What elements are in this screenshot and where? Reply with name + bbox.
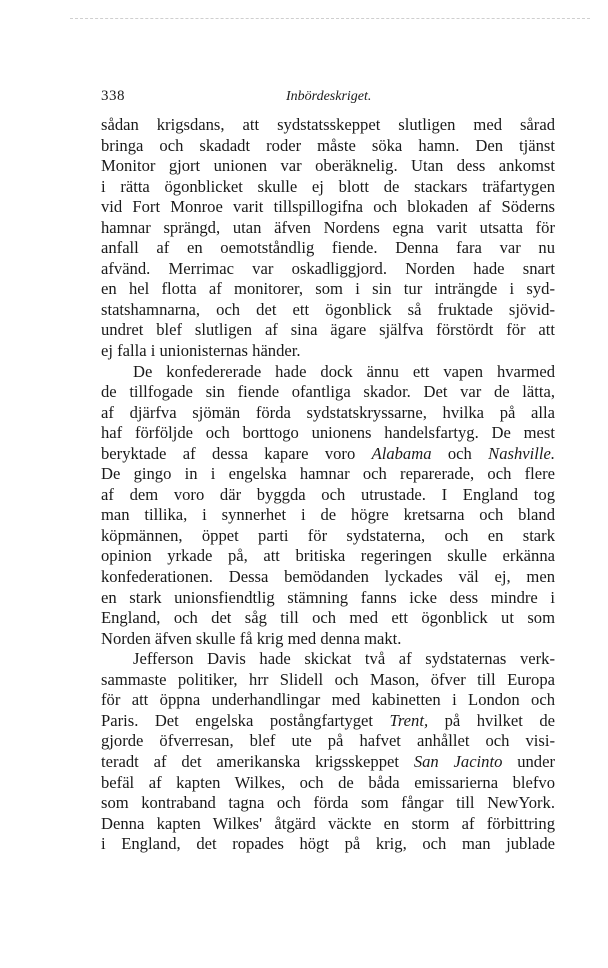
text-line: haf förföljde och borttogo unionens handelsfartyg. De mest: [101, 423, 555, 443]
text-line: man tillika, i synnerhet i de högre kretsarna och bland: [101, 505, 555, 525]
text-line: statshamnarna, och det ett ögonblick så fruktade sjövid-: [101, 299, 555, 319]
text-line: Norden äfven skulle få krig med denna makt.: [101, 628, 402, 648]
text-line: De gingo in i engelska hamnar och reparerade, och flere: [101, 464, 555, 484]
top-edge-rule: [70, 18, 590, 19]
body-text: [101, 115, 555, 855]
text-line: af dem voro där byggda och utrustade. I England tog: [101, 484, 555, 504]
text-line: hamnar sprängd, utan äfven Nordens egna varit utsatta för: [101, 217, 555, 237]
text-line: i England, det ropades högt på krig, och man jublade: [101, 834, 555, 854]
text-line: befäl af kapten Wilkes, och de båda emissarierna blefvo: [101, 772, 555, 792]
text-line: en stark unionsfiendtlig stämning fanns icke dess mindre i: [101, 587, 555, 607]
text-line: England, och det såg till och med ett ögonblick ut som: [101, 608, 555, 628]
text-line: köpmännen, öppet parti för sydstaterna, och en stark: [101, 525, 555, 545]
text-line: ej falla i unionisternas händer.: [101, 341, 301, 361]
text-line: opinion yrkade på, att britiska regeringen skulle erkänna: [101, 546, 555, 566]
text-line: sådan krigsdans, att sydstatsskeppet slutligen med sårad: [101, 115, 555, 134]
text-line: De konfedererade hade dock ännu ett vapen hvarmed: [133, 361, 555, 381]
text-line: sammaste politiker, hrr Slidell och Mason, öfver till Europa: [101, 669, 555, 689]
text-line: Paris. Det engelska postångfartyget Trent, på hvilket de: [101, 710, 555, 730]
text-line: teradt af det amerikanska krigsskeppet San Jacinto under: [101, 751, 555, 771]
text-line: bringa och skadadt roder måste söka hamn. Den tjänst: [101, 135, 555, 155]
text-line: gjorde öfverresan, blef ute på hafvet anhållet och visi-: [101, 731, 555, 751]
text-line: konfederationen. Dessa bemödanden lyckades väl ej, men: [101, 567, 555, 587]
text-line: för att öppna underhandlingar med kabinetten i London och: [101, 690, 555, 710]
text-line: Monitor gjort unionen var oberäknelig. Utan dess ankomst: [101, 156, 555, 176]
text-line: som kontraband tagna och förda som fångar till NewYork.: [101, 793, 555, 813]
text-line: Jefferson Davis hade skickat två af sydstaternas verk-: [133, 649, 555, 669]
text-line: anfall af en oemotståndlig fiende. Denna fara var nu: [101, 238, 555, 258]
text-line: Denna kapten Wilkes' åtgärd väckte en storm af förbittring: [101, 813, 555, 833]
text-line: afvänd. Merrimac var oskadliggjord. Norden hade snart: [101, 258, 555, 278]
running-head: Inbördeskriget.: [286, 89, 372, 104]
page-number: 338: [101, 88, 125, 104]
text-line: undret blef slutligen af sina ägare själfva förstördt för att: [101, 320, 555, 340]
text-line: de tillfogade sin fiende ofantliga skador. Det var de lätta,: [101, 382, 555, 402]
text-line: en hel flotta af monitorer, som i sin tur inträngde i syd-: [101, 279, 555, 299]
text-line: af djärfva sjömän förda sydstatskryssarne, hvilka på alla: [101, 402, 555, 422]
text-line: i rätta ögonblicket skulle ej blott de stackars träfartygen: [101, 176, 555, 196]
text-line: beryktade af dessa kapare voro Alabama och Nashville.: [101, 443, 555, 463]
text-line: vid Fort Monroe varit tillspillogifna och blokaden af Söderns: [101, 197, 555, 217]
